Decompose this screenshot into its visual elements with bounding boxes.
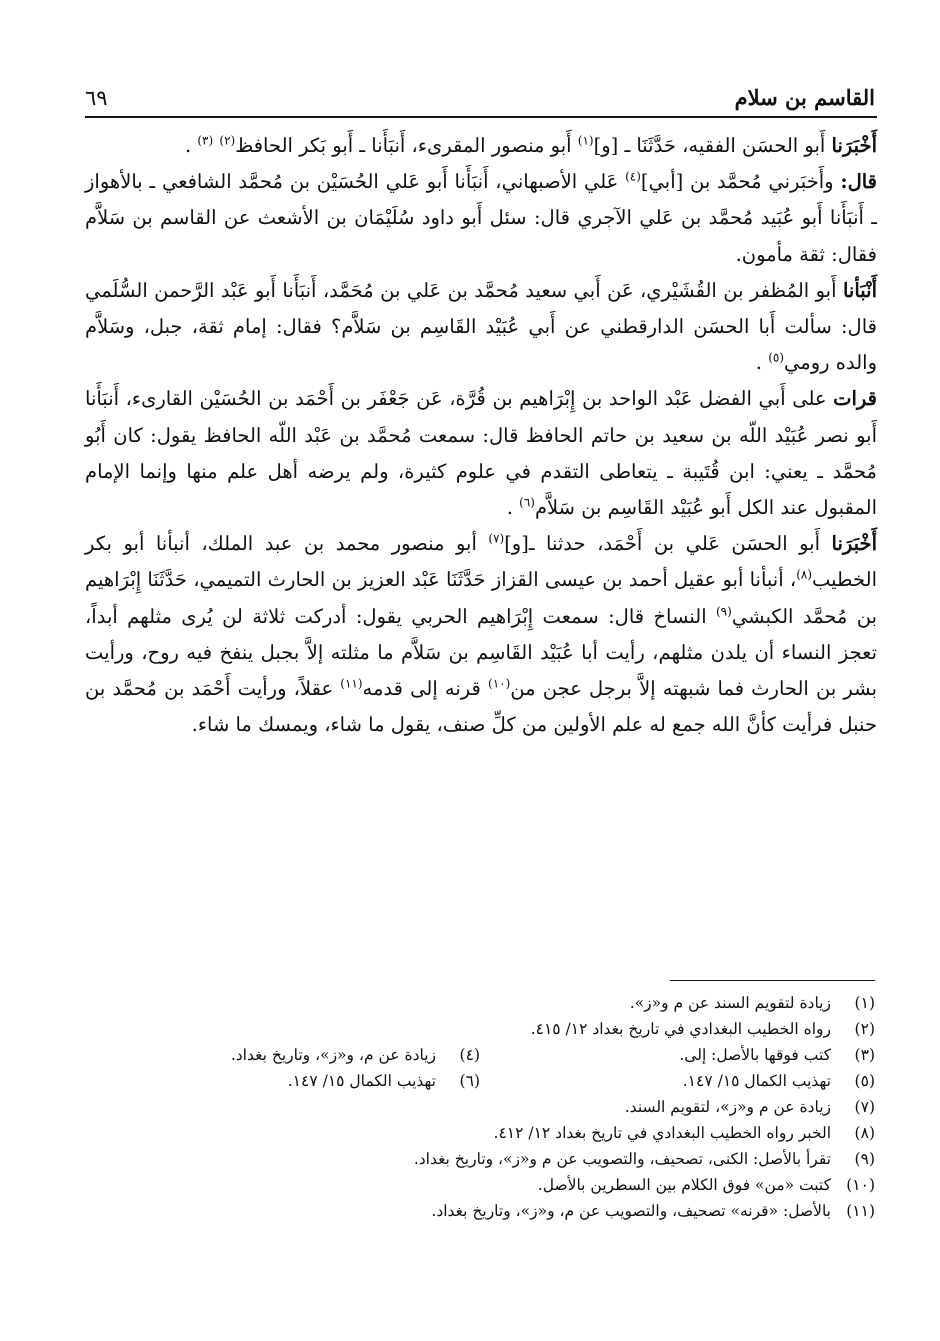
text-run: عَلي الأصبهاني، أَنبَأَنا أَبو عَلي الحُسَيْن بن مُحمَّد الشافعي ـ بالأهواز ـ أَنبَأَنا أَبو عُبَيد مُحمَّد بن عَلي الآجري قال: سئل أَبو داود سُلَيْمَان بن الأشعث عن القاسم بن سَلاَّم فقال: ثقة مأمون. <box>85 170 877 266</box>
footnote-text: كتب فوقها بالأصل: إلى. <box>679 1046 831 1064</box>
footnote-6 <box>85 1068 480 1094</box>
footnote-number: (٨) <box>854 1124 875 1142</box>
footnote-marker: (١٠) <box>488 676 511 691</box>
text-run: أَبو الحسَن عَلي بن أَحْمَد، حدثنا ـ[و] <box>504 532 832 556</box>
footnote-number: (٦) <box>459 1072 480 1090</box>
footnote-text: تهذيب الكمال ١٥/ ١٤٧. <box>287 1072 436 1090</box>
footnote-number: (٢) <box>854 1020 875 1038</box>
footnote-marker: (٩) <box>715 604 732 619</box>
text-run: وأَخبَرني مُحمَّد بن [أبي] <box>640 170 841 194</box>
footnote-9 <box>85 1146 875 1172</box>
text-run: أَبو منصور المقرىء، أَنبَأَنا ـ أَبو بَكر الحافظ <box>235 134 578 157</box>
footnote-5 <box>480 1068 875 1094</box>
footnote-marker: (٨) <box>796 567 813 582</box>
footnote-number: (١) <box>854 994 875 1012</box>
footnote-marker: (١١) <box>340 676 363 691</box>
footnote-number: (٩) <box>854 1150 875 1168</box>
text-run: . <box>184 134 198 157</box>
text-run: أَبو المُظفر بن القُشَيْري، عَن أَبي سعيد مُحمَّد بن عَلي بن مُحَمَّد، أَنبَأَنا أَبو عَبْد الرَّحمن السُّلَمي قال: سألت أَبا الحسَن الدارقطني عن أَبي عُبَيْد القَاسِم بن سَلاَّم؟ فقال: إمام ثقة، جبل، وسَلاَّم والده رومي <box>85 278 877 375</box>
footnote-text: الخبر رواه الخطيب البغدادي في تاريخ بغداد ١٢/ ٤١٢. <box>493 1124 831 1142</box>
paragraph-lead-word: قرات <box>833 387 877 411</box>
footnote-3 <box>480 1042 875 1068</box>
paragraph-lead-word: قال: <box>840 170 878 194</box>
paragraph <box>85 273 877 382</box>
paragraph <box>85 164 877 273</box>
footnote-marker: (٦) <box>519 495 535 510</box>
footnote-text: تقرأ بالأصل: الكنى، تصحيف، والتصويب عن م و«ز»، وتاريخ بغداد. <box>413 1150 831 1168</box>
footnote-2 <box>85 1016 875 1042</box>
footnote-marker: (٢) <box>219 133 236 148</box>
text-run: ، أنبأنا أبو عقيل أحمد بن عيسى القزاز حَدَّثَنَا عَبْد العزيز بن الحارث التميمي، حَدَّثَنَا إِبْرَاهيم بن مُحمَّد الكبشي <box>85 568 878 628</box>
footnote-row <box>85 1042 875 1068</box>
footnote-number: (٥) <box>854 1072 875 1090</box>
paragraph-lead-word: أَخْبَرَنا <box>831 532 878 556</box>
footnote-marker: (٣) <box>197 133 214 148</box>
paragraph-lead-word: أَنْبَأنا <box>842 278 877 302</box>
footnote-1 <box>85 990 875 1016</box>
text-run: أبو منصور محمد بن عبد الملك، أنبأنا أبو بكر الخطيب <box>85 532 877 592</box>
footnote-number: (١١) <box>846 1202 875 1220</box>
text-run: قرنه إلى قدمه <box>362 677 489 701</box>
footnote-11 <box>85 1198 875 1224</box>
footnote-text: رواه الخطيب البغدادي في تاريخ بغداد ١٢/ ٤١٥. <box>530 1020 831 1038</box>
footnote-number: (٧) <box>854 1098 875 1116</box>
text-run: النساخ قال: سمعت إِبْرَاهيم الحربي يقول: أدركت ثلاثة لن يُرى مثلهم أبداً، تعجز النساء أن يلدن مثلهم، رأيت أبا عُبَيْد القَاسِم بن سَلاَّم ما مثلته إلاَّ بجبل ينفخ فيه روح، ورأيت بشر بن الحارث فما شبهته إلاَّ برجل عجن من <box>85 604 878 701</box>
footnote-10 <box>85 1172 875 1198</box>
footnote-marker: (٧) <box>488 531 505 546</box>
running-title: القاسم بن سلام <box>734 85 875 110</box>
footnote-marker: (٥) <box>768 350 785 365</box>
paragraph <box>85 381 877 526</box>
footnote-text: زيادة عن م و«ز»، لتقويم السند. <box>624 1098 831 1116</box>
footnote-7 <box>85 1094 875 1120</box>
footnote-number: (٣) <box>854 1046 875 1064</box>
text-run: . <box>755 351 769 375</box>
footnote-8 <box>85 1120 875 1146</box>
footnote-text: زيادة لتقويم السند عن م و«ز». <box>629 994 831 1012</box>
footnote-text: كتبت «من» فوق الكلام بين السطرين بالأصل. <box>537 1176 831 1194</box>
footnotes <box>85 990 875 1224</box>
footnote-text: بالأصل: «قرنه» تصحيف، والتصويب عن م، و«ز»، وتاريخ بغداد. <box>431 1202 831 1220</box>
text-run: أَبو الحسَن الفقيه، حَدَّثَنَا ـ [و] <box>593 134 832 157</box>
footnote-marker: (١) <box>577 133 594 148</box>
text-run: عقلاً، ورأيت أَحْمَد بن مُحمَّد بن حنبل فرأيت كأنَّ الله جمع له علم الأولين من كلِّ صنف، يقول ما شاء، ويمسك ما شاء. <box>85 677 877 737</box>
header-divider <box>85 116 877 118</box>
footnote-text: تهذيب الكمال ١٥/ ١٤٧. <box>682 1072 831 1090</box>
paragraph <box>85 128 877 164</box>
footnote-divider <box>670 980 875 981</box>
footnote-number: (٤) <box>459 1046 480 1064</box>
footnote-number: (١٠) <box>846 1176 875 1194</box>
main-text <box>85 128 877 743</box>
paragraph <box>85 526 877 743</box>
page-header <box>85 66 875 110</box>
footnote-row <box>85 1068 875 1094</box>
footnote-text: زيادة عن م، و«ز»، وتاريخ بغداد. <box>230 1046 436 1064</box>
text-run: على أَبي الفضل عَبْد الواحد بن إِبْرَاهيم بن قُرَّة، عَن جَعْفَر بن أَحْمَد بن الحُسَيْن القارىء، أَنبَأَنا أَبو نصر عُبَيْد اللّه بن سعيد بن حاتم الحافظ قال: سمعت مُحمَّد بن عَبْد اللّه الحافظ يقول: كان أَبُو مُحمَّد ـ يعني: ابن قُتَيبة ـ يتعاطى التقدم في علوم كثيرة، ولم يرضه أهل علم منها وإنما الإمام المقبول عند الكل أَبو عُبَيْد القَاسِم بن سَلاَّم <box>85 387 877 520</box>
footnote-marker: (٤) <box>625 169 641 184</box>
footnote-4 <box>85 1042 480 1068</box>
text-run: . <box>506 496 520 520</box>
paragraph-lead-word: أَخْبَرَنا <box>831 134 877 157</box>
page-number: ٦٩ <box>85 86 108 110</box>
